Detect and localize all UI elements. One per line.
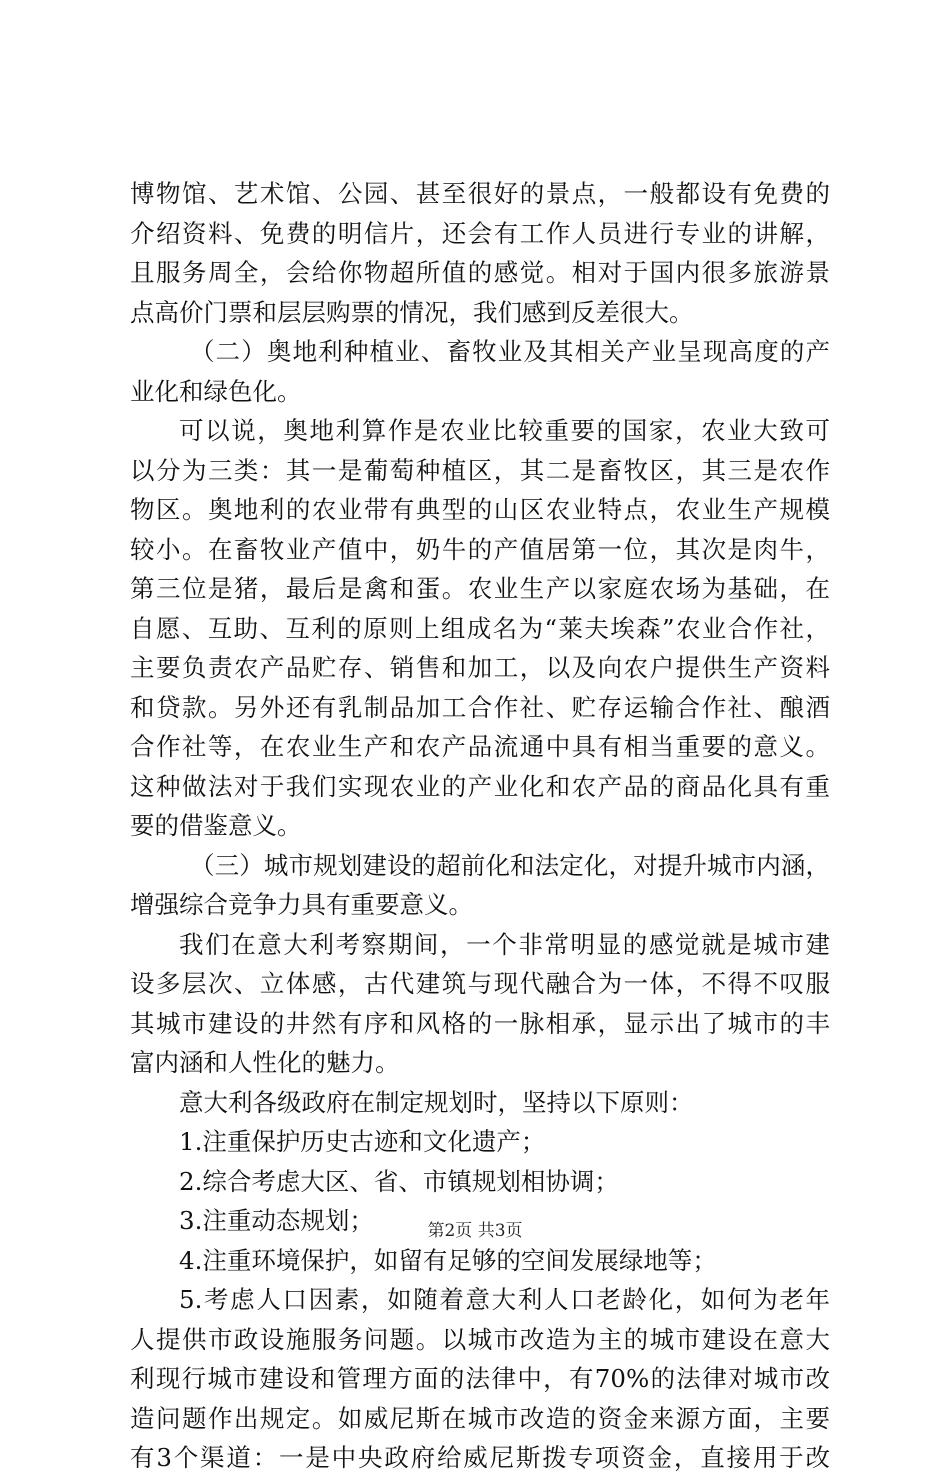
text-line: 以分为三类：其一是葡萄种植区，其二是畜牧区，其三是农作: [130, 455, 830, 485]
document-body: [130, 174, 830, 1478]
section-heading: （三）城市规划建设的超前化和法定化，对提升城市内涵，: [190, 850, 830, 880]
text-line: 有3个渠道：一是中央政府给威尼斯拨专项资金，直接用于改: [130, 1443, 830, 1472]
text-line: 设多层次、立体感，古代建筑与现代融合为一体，不得不叹服: [130, 969, 830, 998]
text-line: 利现行城市建设和管理方面的法律中，有70%的法律对城市改: [130, 1364, 830, 1393]
text-line: 富内涵和人性化的魅力。: [130, 1048, 400, 1077]
text-line: 主要负责农产品贮存、销售和加工，以及向农户提供生产资料: [130, 653, 830, 682]
text-line: 博物馆、艺术馆、公园、甚至很好的景点，一般都设有免费的: [130, 179, 830, 208]
list-item: 4.注重环境保护，如留有足够的空间发展绿地等；: [179, 1245, 717, 1275]
list-item: 3.注重动态规划；: [179, 1206, 374, 1235]
text-line: 人提供市政设施服务问题。以城市改造为主的城市建设在意大: [130, 1324, 830, 1354]
text-line: 要的借鉴意义。: [130, 811, 302, 840]
text-line: 我们在意大利考察期间，一个非常明显的感觉就是城市建: [179, 929, 830, 959]
text-line: 点高价门票和层层购票的情况，我们感到反差很大。: [130, 297, 694, 327]
text-line: 和贷款。另外还有乳制品加工合作社、贮存运输合作社、酿酒: [130, 692, 830, 722]
section-heading: 业化和绿色化。: [130, 376, 302, 406]
list-item: 2.综合考虑大区、省、市镇规划相协调；: [179, 1166, 619, 1196]
text-line: 合作社等，在农业生产和农产品流通中具有相当重要的意义。: [130, 732, 830, 761]
text-line: 较小。在畜牧业产值中，奶牛的产值居第一位，其次是肉牛，: [130, 534, 830, 564]
section-heading: （二）奥地利种植业、畜牧业及其相关产业呈现高度的产: [190, 337, 830, 366]
section-heading: 增强综合竞争力具有重要意义。: [130, 890, 473, 919]
text-line: 且服务周全，会给你物超所值的感觉。相对于国内很多旅游景: [130, 258, 830, 287]
text-line: 物区。奥地利的农业带有典型的山区农业特点，农业生产规模: [130, 495, 830, 524]
text-line: 第三位是猪，最后是禽和蛋。农业生产以家庭农场为基础，在: [130, 574, 830, 603]
list-item: 5.考虑人口因素，如随着意大利人口老龄化，如何为老年: [179, 1285, 830, 1314]
text-line: 意大利各级政府在制定规划时，坚持以下原则：: [179, 1087, 694, 1117]
text-line: 这种做法对于我们实现农业的产业化和农产品的商品化具有重: [130, 771, 830, 801]
page-number-footer: 第2页 共3页: [427, 1221, 523, 1241]
text-line: 其城市建设的井然有序和风格的一脉相承，显示出了城市的丰: [130, 1008, 830, 1038]
text-line: 可以说，奥地利算作是农业比较重要的国家，农业大致可: [179, 416, 830, 445]
list-item: 1.注重保护历史古迹和文化遗产；: [179, 1127, 546, 1156]
text-line: 介绍资料、免费的明信片，还会有工作人员进行专业的讲解，: [130, 218, 830, 248]
text-line: 造问题作出规定。如威尼斯在城市改造的资金来源方面，主要: [130, 1403, 830, 1433]
text-line: 自愿、互助、互利的原则上组成名为“莱夫埃森”农业合作社，: [130, 613, 830, 643]
